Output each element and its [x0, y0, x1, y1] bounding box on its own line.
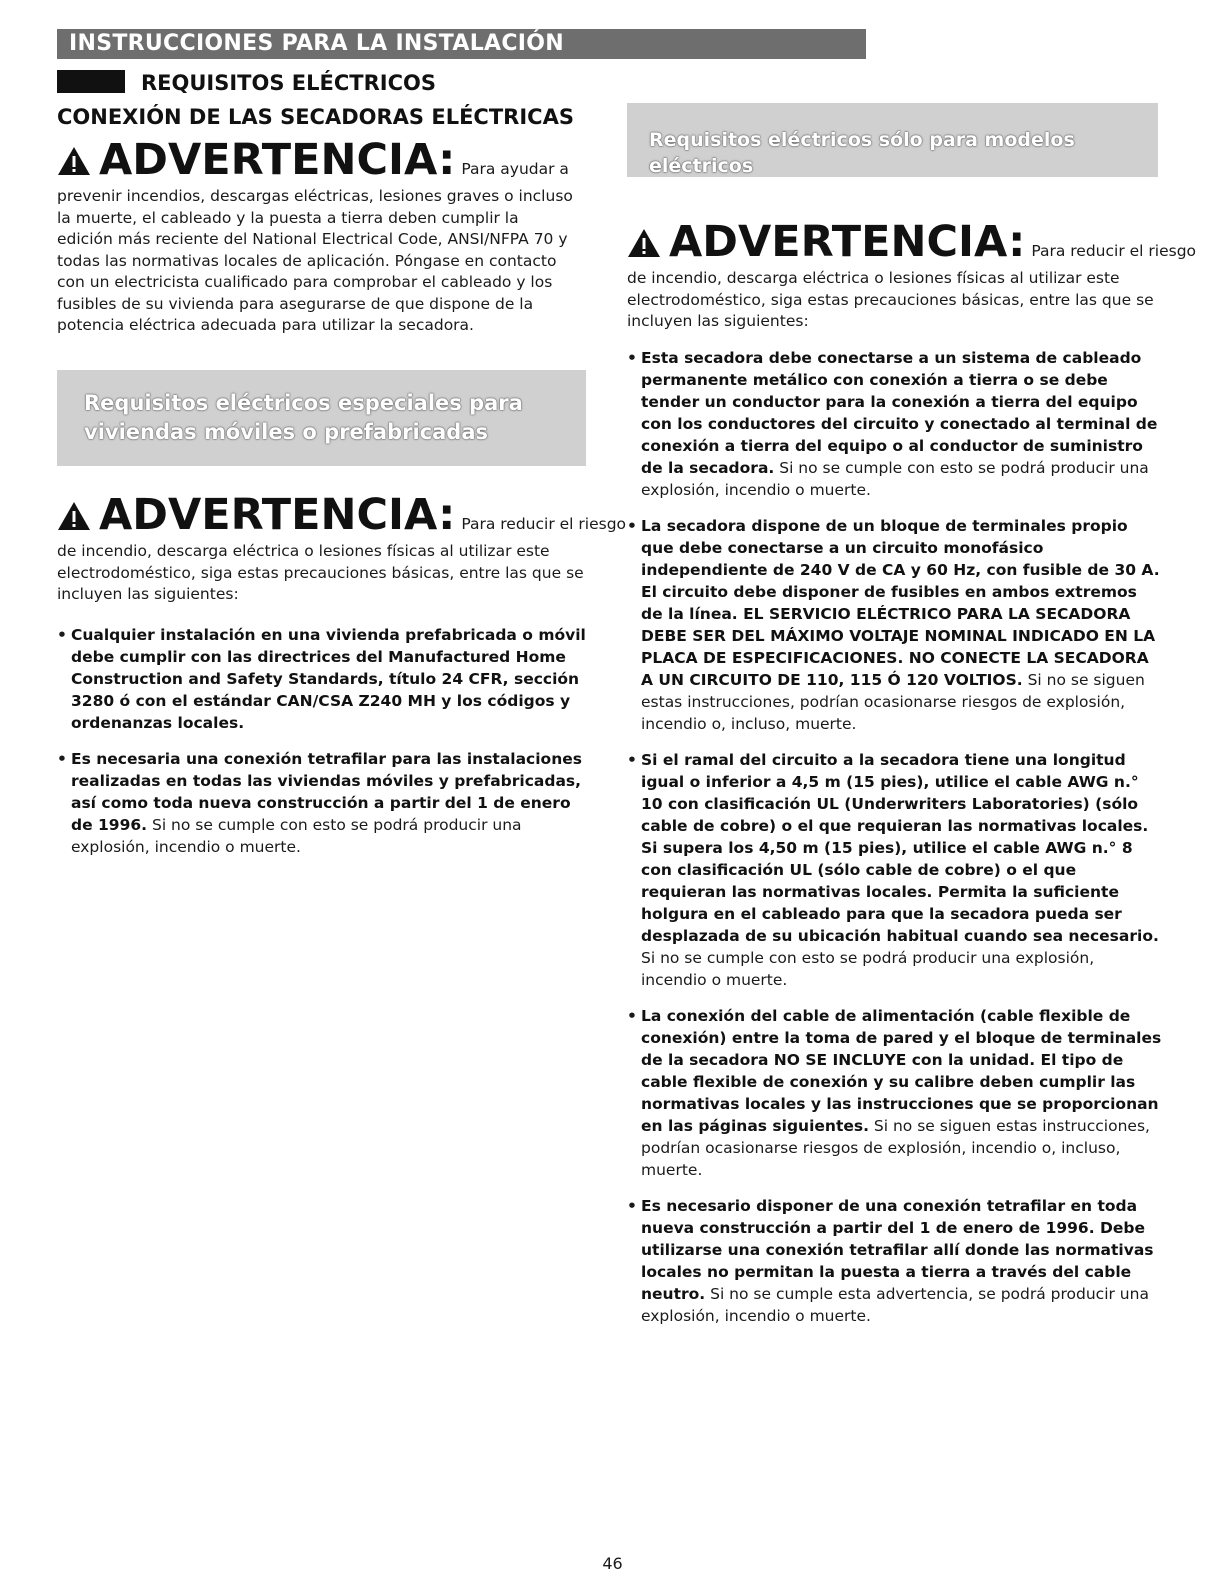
list-item: • Cualquier instalación en una vivienda prefabricada o móvil debe cumplir con las directrices del Manufactured Home Construction and Safety Standards, título 24 CFR, sección 3280 ó con el estándar CAN/CSA Z240 MH y los códigos y ordenanzas locales. — [57, 624, 592, 734]
warning-icon — [57, 146, 91, 176]
section-title: REQUISITOS ELÉCTRICOS — [141, 71, 436, 95]
list-item: • La conexión del cable de alimentación (cable flexible de conexión) entre la toma de pared y el bloque de terminales de la secadora NO SE INCLUYE con la unidad. El tipo de cable flexible de conexión y su calibre deben cumplir las normativas locales y las instrucciones que se proporcionan en las páginas siguientes. Si no se siguen estas instrucciones, podrían ocasionarse riesgos de explosión, incendio o, incluso, muerte. — [627, 1005, 1162, 1181]
list-item: • Es necesaria una conexión tetrafilar para las instalaciones realizadas en todas las viviendas móviles y prefabricadas, así como toda nueva construcción a partir del 1 de enero de 1996. Si no se cumple con esto se podrá producir una explosión, incendio o muerte. — [57, 748, 592, 858]
right-bullet-list — [627, 347, 1162, 1341]
section-marker — [57, 70, 125, 93]
warning-icon — [627, 228, 661, 258]
warning-body: de incendio, descarga eléctrica o lesiones físicas al utilizar este electrodoméstico, siga estas precauciones básicas, entre las que se incluyen las siguientes: — [57, 542, 584, 603]
warning-block-1 — [57, 136, 577, 337]
section-header — [57, 70, 436, 96]
list-item: • La secadora dispone de un bloque de terminales propio que debe conectarse a un circuito monofásico independiente de 240 V de CA y 60 Hz, con fusible de 30 A. El circuito debe disponer de fusibles en ambos extremos de la línea. EL SERVICIO ELÉCTRICO PARA LA SECADORA DEBE SER DEL MÁXIMO VOLTAJE NOMINAL INDICADO EN LA PLACA DE ESPECIFICACIONES. NO CONECTE LA SECADORA A UN CIRCUITO DE 110, 115 Ó 120 VOLTIOS. Si no se siguen estas instrucciones, podrían ocasionarse riesgos de explosión, incendio o, incluso, muerte. — [627, 515, 1162, 735]
box-line-2: viviendas móviles o prefabricadas — [84, 420, 489, 444]
list-item: • Si el ramal del circuito a la secadora tiene una longitud igual o inferior a 4,5 m (15 pies), utilice el cable AWG n.° 10 con clasificación UL (Underwriters Laboratories) (sólo cable de cobre) o el que requieran las normativas locales. Si supera los 4,50 m (15 pies), utilice el cable AWG n.° 8 con clasificación UL (sólo cable de cobre) o el que requieran las normativas locales. Permita la suficiente holgura en el cableado para que la secadora pueda ser desplazada de su ubicación habitual cuando sea necesario. Si no se cumple con esto se podrá producir una explosión, incendio o muerte. — [627, 749, 1162, 991]
warning-body: prevenir incendios, descargas eléctricas, lesiones graves o incluso la muerte, el cableado y la puesta a tierra deben cumplir la edición más reciente del National Electrical Code, ANSI/NFPA 70 y todas las normativas locales de aplicación. Póngase en contacto con un electricista cualificado para comprobar el cableado y los fusibles de su vivienda para asegurarse de que dispone de la potencia eléctrica adecuada para utilizar la secadora. — [57, 187, 573, 334]
list-item: • Esta secadora debe conectarse a un sistema de cableado permanente metálico con conexión a tierra o se debe tender un conductor para la conexión a tierra del equipo con los conductores del circuito y conectado al terminal de conexión a tierra del equipo o al conductor de suministro de la secadora. Si no se cumple con esto se podrá producir una explosión, incendio o muerte. — [627, 347, 1162, 501]
warning-lead: Para ayudar a — [461, 160, 569, 178]
subtitle: CONEXIÓN DE LAS SECADORAS ELÉCTRICAS — [57, 105, 574, 129]
box-line-1: Requisitos eléctricos especiales para — [84, 391, 523, 415]
mobile-homes-heading-box — [57, 370, 586, 466]
page-banner: INSTRUCCIONES PARA LA INSTALACIÓN — [57, 29, 866, 59]
warning-body: de incendio, descarga eléctrica o lesiones físicas al utilizar este electrodoméstico, siga estas precauciones básicas, entre las que se incluyen las siguientes: — [627, 269, 1154, 330]
warning-lead: Para reducir el riesgo — [461, 515, 627, 533]
warning-word: ADVERTENCIA: — [99, 135, 456, 185]
electric-models-heading-box — [627, 103, 1158, 177]
warning-word: ADVERTENCIA: — [99, 490, 456, 540]
box-title: Requisitos eléctricos sólo para modelos eléctricos — [649, 129, 1075, 177]
page-number: 46 — [602, 1554, 623, 1573]
warning-icon — [57, 501, 91, 531]
warning-block-2 — [57, 490, 627, 606]
warning-word: ADVERTENCIA: — [669, 217, 1026, 267]
left-bullet-list — [57, 624, 592, 872]
warning-lead: Para reducir el riesgo — [1031, 242, 1197, 260]
warning-block-3 — [627, 217, 1197, 333]
list-item: • Es necesario disponer de una conexión tetrafilar en toda nueva construcción a partir del 1 de enero de 1996. Debe utilizarse una conexión tetrafilar allí donde las normativas locales no permitan la puesta a tierra a través del cable neutro. Si no se cumple esta advertencia, se podrá producir una explosión, incendio o muerte. — [627, 1195, 1162, 1327]
